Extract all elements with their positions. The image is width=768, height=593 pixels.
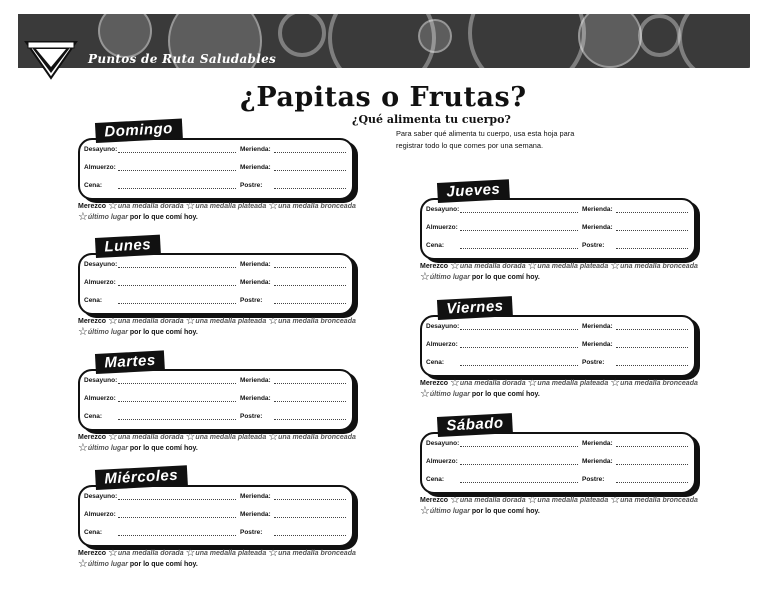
lunch-label: Almuerzo: <box>84 395 116 402</box>
breakfast-label: Desayuno: <box>84 146 118 153</box>
star-icon[interactable]: ☆ <box>78 442 88 454</box>
merit-prefix: Merezco <box>78 550 107 557</box>
star-icon[interactable]: ☆ <box>610 260 621 272</box>
gold-medal-text: una medalla dorada <box>459 263 526 270</box>
silver-medal-text: una medalla plateada <box>537 263 609 270</box>
meal-row <box>426 473 688 487</box>
intro-text: Para saber qué alimenta tu cuerpo, usa esta hoja para registrar todo lo que comes por una semana. <box>396 129 575 150</box>
page-subtitle: ¿Qué alimenta tu cuerpo? <box>352 113 511 126</box>
snack2-label: Merienda: <box>582 458 613 465</box>
snack-line[interactable] <box>274 267 346 268</box>
star-icon[interactable]: ☆ <box>107 315 118 327</box>
last-place-text: último lugar <box>429 274 470 281</box>
day-label: Viernes <box>437 296 513 320</box>
bronze-medal-text: una medalla bronceada <box>620 380 698 387</box>
snack2-line[interactable] <box>616 230 688 231</box>
silver-medal-text: una medalla plateada <box>195 550 267 557</box>
star-icon[interactable]: ☆ <box>107 547 118 559</box>
merit-suffix: por lo que comí hoy. <box>129 329 198 336</box>
snack2-line[interactable] <box>274 401 346 402</box>
dinner-line[interactable] <box>118 303 236 304</box>
dessert-label: Postre: <box>582 476 605 483</box>
star-icon[interactable]: ☆ <box>268 315 279 327</box>
star-icon[interactable]: ☆ <box>78 326 88 338</box>
star-icon[interactable]: ☆ <box>185 431 196 443</box>
dessert-line[interactable] <box>616 248 688 249</box>
star-icon[interactable]: ☆ <box>185 547 196 559</box>
last-place-text: último lugar <box>429 391 470 398</box>
star-icon[interactable]: ☆ <box>449 377 460 389</box>
star-icon[interactable]: ☆ <box>610 494 621 506</box>
merit-prefix: Merezco <box>78 434 107 441</box>
merit-section <box>78 432 368 460</box>
star-icon[interactable]: ☆ <box>527 260 538 272</box>
snack2-label: Merienda: <box>582 341 613 348</box>
star-icon[interactable]: ☆ <box>185 200 196 212</box>
lunch-line[interactable] <box>118 285 236 286</box>
snack-line[interactable] <box>274 383 346 384</box>
meal-row <box>84 374 346 388</box>
lunch-label: Almuerzo: <box>426 224 458 231</box>
snack-line[interactable] <box>616 329 688 330</box>
dessert-line[interactable] <box>274 188 346 189</box>
snack-label: Merienda: <box>582 323 613 330</box>
lunch-line[interactable] <box>118 517 236 518</box>
gold-medal-text: una medalla dorada <box>459 497 526 504</box>
decor-circle <box>278 14 326 57</box>
meal-row <box>426 320 688 334</box>
meal-row <box>84 276 346 290</box>
merit-suffix: por lo que comí hoy. <box>471 391 540 398</box>
breakfast-label: Desayuno: <box>426 440 460 447</box>
merit-section <box>420 495 710 523</box>
dinner-label: Cena: <box>426 476 445 483</box>
star-icon[interactable]: ☆ <box>610 377 621 389</box>
dinner-label: Cena: <box>84 297 103 304</box>
decor-circle <box>418 19 452 53</box>
star-icon[interactable]: ☆ <box>449 260 460 272</box>
bronze-medal-text: una medalla bronceada <box>278 550 356 557</box>
gold-medal-text: una medalla dorada <box>117 318 184 325</box>
breakfast-label: Desayuno: <box>84 377 118 384</box>
decor-circle <box>638 14 681 57</box>
dinner-label: Cena: <box>426 242 445 249</box>
lunch-line[interactable] <box>118 170 236 171</box>
dessert-label: Postre: <box>582 242 605 249</box>
breakfast-label: Desayuno: <box>84 261 118 268</box>
bronze-medal-text: una medalla bronceada <box>620 497 698 504</box>
breakfast-line[interactable] <box>460 329 578 330</box>
snack-label: Merienda: <box>582 206 613 213</box>
snack-label: Merienda: <box>240 261 271 268</box>
dessert-label: Postre: <box>582 359 605 366</box>
meal-row <box>426 221 688 235</box>
snack-line[interactable] <box>616 212 688 213</box>
merit-section <box>420 261 710 289</box>
snack-label: Merienda: <box>240 493 271 500</box>
star-icon[interactable]: ☆ <box>78 211 88 223</box>
dessert-label: Postre: <box>240 182 263 189</box>
day-card <box>78 119 358 233</box>
day-card <box>78 238 358 348</box>
breakfast-label: Desayuno: <box>426 323 460 330</box>
banner-title: Puntos de Ruta Saludables <box>88 52 277 66</box>
lunch-label: Almuerzo: <box>84 279 116 286</box>
merit-suffix: por lo que comí hoy. <box>129 445 198 452</box>
dinner-line[interactable] <box>460 482 578 483</box>
dinner-line[interactable] <box>460 365 578 366</box>
day-label: Jueves <box>437 179 510 203</box>
breakfast-line[interactable] <box>118 383 236 384</box>
meal-box <box>78 369 354 431</box>
day-label: Lunes <box>95 235 161 258</box>
lunch-label: Almuerzo: <box>84 511 116 518</box>
dinner-label: Cena: <box>84 413 103 420</box>
last-place-text: último lugar <box>87 329 128 336</box>
breakfast-line[interactable] <box>118 267 236 268</box>
meal-box <box>78 138 354 200</box>
dinner-line[interactable] <box>460 248 578 249</box>
meal-row <box>426 338 688 352</box>
meal-row <box>84 508 346 522</box>
snack2-label: Merienda: <box>240 164 271 171</box>
gold-medal-text: una medalla dorada <box>459 380 526 387</box>
merit-suffix: por lo que comí hoy. <box>129 561 198 568</box>
snack2-line[interactable] <box>616 464 688 465</box>
merit-section <box>78 316 368 344</box>
lunch-label: Almuerzo: <box>426 341 458 348</box>
star-icon[interactable]: ☆ <box>527 494 538 506</box>
silver-medal-text: una medalla plateada <box>537 380 609 387</box>
last-place-text: último lugar <box>87 445 128 452</box>
gold-medal-text: una medalla dorada <box>117 434 184 441</box>
last-place-text: último lugar <box>87 214 128 221</box>
star-icon[interactable]: ☆ <box>107 200 118 212</box>
dessert-line[interactable] <box>616 365 688 366</box>
day-card <box>420 414 700 527</box>
snack2-line[interactable] <box>274 170 346 171</box>
merit-suffix: por lo que comí hoy. <box>471 274 540 281</box>
star-icon[interactable]: ☆ <box>420 271 430 283</box>
star-icon[interactable]: ☆ <box>107 431 118 443</box>
dinner-label: Cena: <box>426 359 445 366</box>
dessert-line[interactable] <box>616 482 688 483</box>
merit-prefix: Merezco <box>420 380 449 387</box>
dessert-line[interactable] <box>274 419 346 420</box>
bronze-medal-text: una medalla bronceada <box>620 263 698 270</box>
snack2-line[interactable] <box>274 285 346 286</box>
snack2-line[interactable] <box>616 347 688 348</box>
star-icon[interactable]: ☆ <box>268 547 279 559</box>
decor-circle <box>468 14 586 68</box>
snack-label: Merienda: <box>240 146 271 153</box>
breakfast-line[interactable] <box>460 446 578 447</box>
meal-row <box>84 143 346 157</box>
meal-row <box>426 239 688 253</box>
merit-prefix: Merezco <box>420 263 449 270</box>
lunch-line[interactable] <box>460 230 578 231</box>
meal-row <box>84 392 346 406</box>
merit-suffix: por lo que comí hoy. <box>129 214 198 221</box>
merit-section <box>78 548 368 576</box>
bronze-medal-text: una medalla bronceada <box>278 318 356 325</box>
star-icon[interactable]: ☆ <box>527 377 538 389</box>
dinner-label: Cena: <box>84 529 103 536</box>
breakfast-label: Desayuno: <box>84 493 118 500</box>
breakfast-label: Desayuno: <box>426 206 460 213</box>
snack2-line[interactable] <box>274 517 346 518</box>
dinner-line[interactable] <box>118 188 236 189</box>
silver-medal-text: una medalla plateada <box>195 318 267 325</box>
merit-suffix: por lo que comí hoy. <box>471 508 540 515</box>
day-label: Martes <box>95 350 165 374</box>
meal-row <box>84 161 346 175</box>
lunch-line[interactable] <box>118 401 236 402</box>
snack2-label: Merienda: <box>240 395 271 402</box>
silver-medal-text: una medalla plateada <box>195 203 267 210</box>
meal-row <box>84 258 346 272</box>
day-card <box>78 466 358 580</box>
snack-line[interactable] <box>616 446 688 447</box>
bronze-medal-text: una medalla bronceada <box>278 434 356 441</box>
snack-line[interactable] <box>274 499 346 500</box>
last-place-text: último lugar <box>87 561 128 568</box>
merit-section <box>420 378 710 406</box>
meal-box <box>420 432 696 494</box>
snack-label: Merienda: <box>240 377 271 384</box>
last-place-text: último lugar <box>429 508 470 515</box>
merit-prefix: Merezco <box>78 318 107 325</box>
snack-label: Merienda: <box>582 440 613 447</box>
dessert-label: Postre: <box>240 413 263 420</box>
breakfast-line[interactable] <box>118 499 236 500</box>
meal-box <box>420 315 696 377</box>
meal-box <box>78 253 354 315</box>
snack-line[interactable] <box>274 152 346 153</box>
meal-row <box>84 490 346 504</box>
pathfinder-logo-icon <box>24 40 78 80</box>
star-icon[interactable]: ☆ <box>420 505 430 517</box>
meal-row <box>84 410 346 424</box>
dessert-label: Postre: <box>240 529 263 536</box>
day-label: Domingo <box>95 119 182 143</box>
meal-row <box>426 203 688 217</box>
meal-box <box>420 198 696 260</box>
breakfast-line[interactable] <box>118 152 236 153</box>
day-card <box>78 351 358 464</box>
star-icon[interactable]: ☆ <box>78 558 88 570</box>
meal-row <box>426 437 688 451</box>
meal-row <box>426 356 688 370</box>
day-card <box>420 180 700 293</box>
star-icon[interactable]: ☆ <box>449 494 460 506</box>
bronze-medal-text: una medalla bronceada <box>278 203 356 210</box>
meal-row <box>84 294 346 308</box>
silver-medal-text: una medalla plateada <box>195 434 267 441</box>
star-icon[interactable]: ☆ <box>185 315 196 327</box>
dinner-line[interactable] <box>118 535 236 536</box>
page-title: ¿Papitas o Frutas? <box>240 82 527 113</box>
merit-prefix: Merezco <box>78 203 107 210</box>
lunch-line[interactable] <box>460 347 578 348</box>
star-icon[interactable]: ☆ <box>420 388 430 400</box>
decor-circle <box>578 14 642 68</box>
day-label: Miércoles <box>95 465 188 490</box>
decor-circle <box>678 14 750 68</box>
day-card <box>420 297 700 410</box>
meal-row <box>426 455 688 469</box>
lunch-label: Almuerzo: <box>426 458 458 465</box>
star-icon[interactable]: ☆ <box>268 431 279 443</box>
dessert-line[interactable] <box>274 535 346 536</box>
silver-medal-text: una medalla plateada <box>537 497 609 504</box>
dinner-label: Cena: <box>84 182 103 189</box>
merit-section <box>78 201 368 229</box>
meal-row <box>84 179 346 193</box>
gold-medal-text: una medalla dorada <box>117 203 184 210</box>
snack2-label: Merienda: <box>240 511 271 518</box>
lunch-label: Almuerzo: <box>84 164 116 171</box>
breakfast-line[interactable] <box>460 212 578 213</box>
star-icon[interactable]: ☆ <box>268 200 279 212</box>
snack2-label: Merienda: <box>240 279 271 286</box>
snack2-label: Merienda: <box>582 224 613 231</box>
lunch-line[interactable] <box>460 464 578 465</box>
meal-box <box>78 485 354 547</box>
dinner-line[interactable] <box>118 419 236 420</box>
merit-prefix: Merezco <box>420 497 449 504</box>
gold-medal-text: una medalla dorada <box>117 550 184 557</box>
dessert-line[interactable] <box>274 303 346 304</box>
meal-row <box>84 526 346 540</box>
day-label: Sábado <box>437 413 513 437</box>
dessert-label: Postre: <box>240 297 263 304</box>
